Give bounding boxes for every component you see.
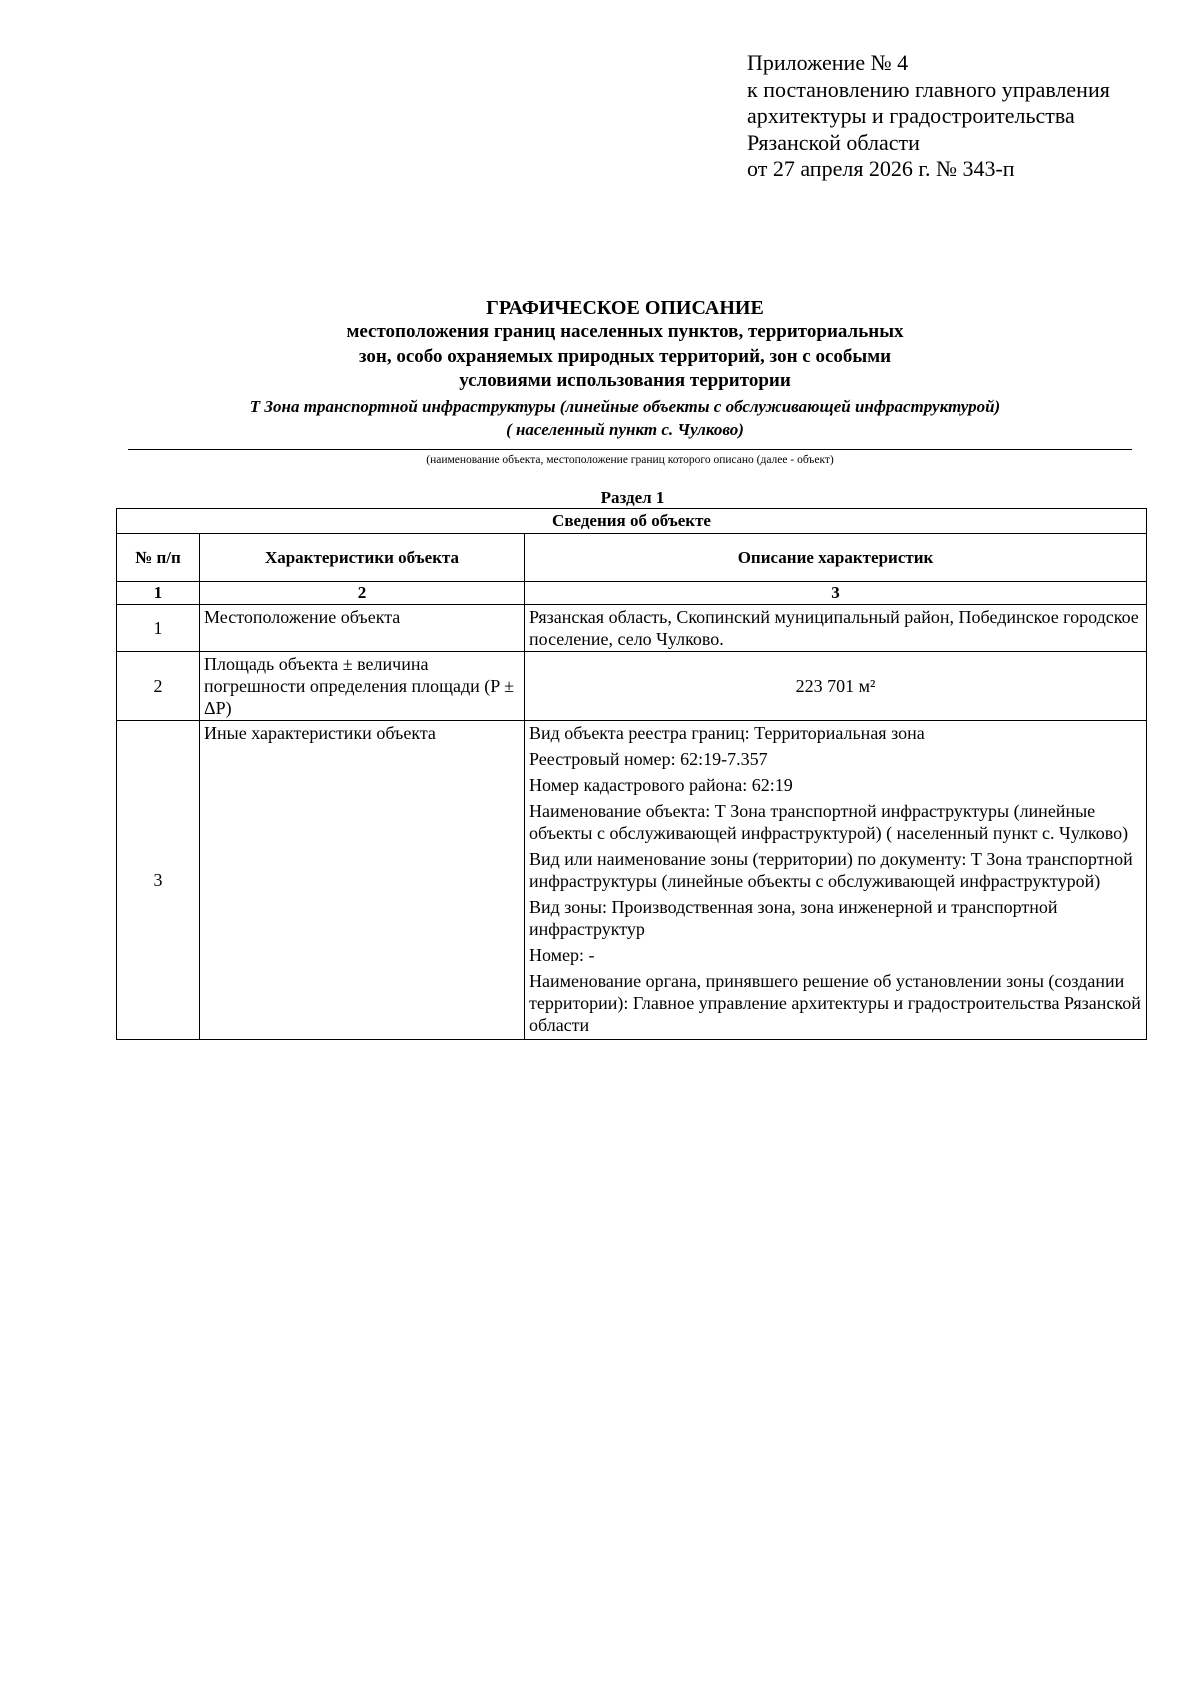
- appendix-line-3: архитектуры и градостроительства: [747, 103, 1075, 128]
- row-characteristic: Местоположение объекта: [200, 605, 525, 652]
- appendix-line-2: к постановлению главного управления: [747, 76, 1110, 102]
- appendix-line-4: Рязанской области: [747, 129, 920, 155]
- table-row: [117, 605, 1147, 652]
- table-header-row: [117, 534, 1147, 582]
- row-description: [525, 721, 1147, 1040]
- column-number-row: [117, 582, 1147, 605]
- document-title: ГРАФИЧЕСКОЕ ОПИСАНИЕ: [486, 297, 764, 319]
- column-number-3: 3: [525, 582, 1147, 605]
- appendix-date-line: от 27 апреля 2026 г. № 343-п: [747, 156, 1015, 181]
- header-description: Описание характеристик: [525, 534, 1147, 582]
- object-name-line-2: ( населенный пункт с. Чулково): [506, 419, 744, 439]
- description-line: Вид зоны: Производственная зона, зона инженерной и транспортной инфраструктур: [529, 897, 1058, 939]
- description-line: Реестровый номер: 62:19-7.357: [529, 749, 768, 769]
- appendix-header: [747, 50, 1110, 183]
- header-num: № п/п: [117, 534, 200, 582]
- description-line: Номер кадастрового района: 62:19: [529, 775, 793, 795]
- header-characteristic: Характеристики объекта: [200, 534, 525, 582]
- row-description: 223 701 м²: [525, 652, 1147, 721]
- column-number-1: 1: [117, 582, 200, 605]
- description-line: Вид или наименование зоны (территории) по документу: Т Зона транспортной инфраструктуры (линейные объекты с обслуживающей инфраструктурой): [529, 849, 1133, 891]
- table-title: Сведения об объекте: [117, 509, 1147, 534]
- document-subtitle-line-3: условиями использования территории: [459, 370, 791, 391]
- table-row: [117, 721, 1147, 1040]
- document-subtitle-line-2: зон, особо охраняемых природных территорий, зон с особыми: [358, 345, 892, 367]
- object-info-table: [116, 508, 1147, 1040]
- column-number-2: 2: [200, 582, 525, 605]
- document-subtitle-line-1: местоположения границ населенных пунктов, территориальных: [346, 321, 904, 342]
- row-characteristic: Иные характеристики объекта: [200, 721, 525, 1040]
- table-row: [117, 652, 1147, 721]
- description-line: Вид объекта реестра границ: Территориальная зона: [529, 723, 925, 743]
- section-title: Раздел 1: [600, 488, 665, 507]
- object-name-underline: [128, 449, 1132, 450]
- object-name-caption: (наименование объекта, местоположение границ которого описано (далее - объект): [426, 454, 834, 466]
- table-title-row: [117, 509, 1147, 534]
- appendix-line-1: Приложение № 4: [747, 50, 909, 75]
- document-title-block: [120, 296, 1130, 440]
- object-name-line-1: Т Зона транспортной инфраструктуры (линейные объекты с обслуживающей инфраструктурой): [249, 396, 1001, 416]
- row-num: 2: [117, 652, 200, 721]
- row-description: Рязанская область, Скопинский муниципальный район, Побединское городское поселение, село Чулково.: [525, 605, 1147, 652]
- row-num: 1: [117, 605, 200, 652]
- row-num: 3: [117, 721, 200, 1040]
- description-line: Наименование объекта: Т Зона транспортной инфраструктуры (линейные объекты с обслуживающей инфраструктурой) ( населенный пункт с. Чулково): [529, 801, 1129, 843]
- description-line: Номер: -: [529, 945, 595, 965]
- row-characteristic: Площадь объекта ± величина погрешности определения площади (P ± ΔP): [200, 652, 525, 721]
- description-line: Наименование органа, принявшего решение об установлении зоны (создании территории): Главное управление архитектуры и градостроительства Рязанской области: [529, 971, 1141, 1035]
